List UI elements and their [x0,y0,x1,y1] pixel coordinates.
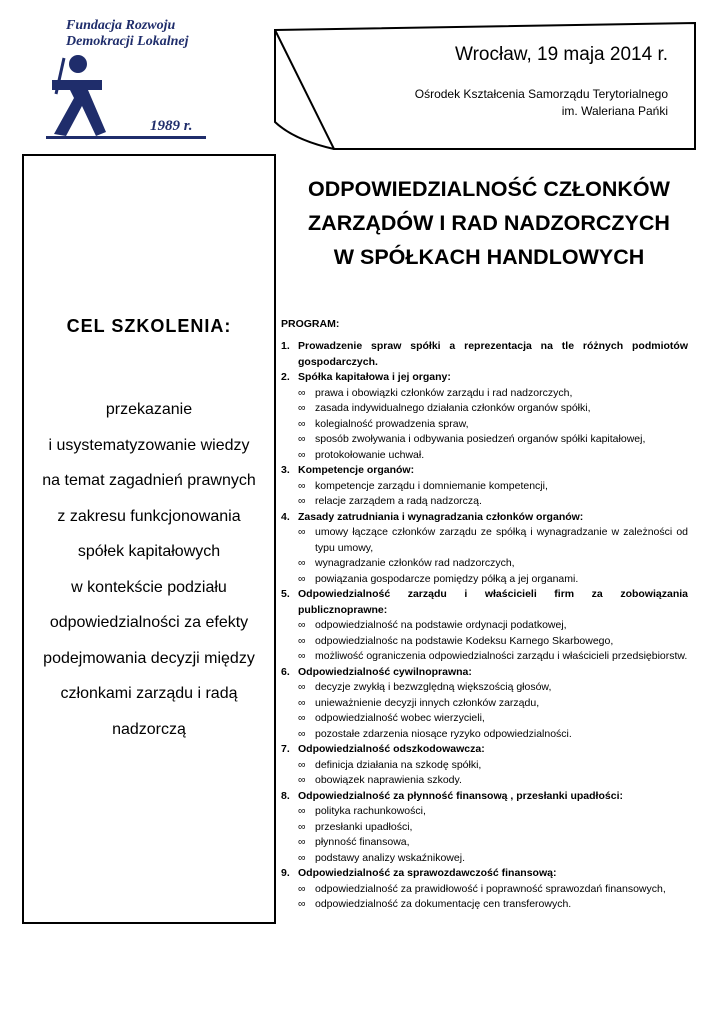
infinity-bullet-icon: ∞ [298,448,306,461]
program-section-heading [281,339,688,370]
infinity-bullet-icon: ∞ [298,851,306,864]
training-goal-line: przekazanie [105,401,193,418]
title-line2: ZARZĄDÓW I RAD NADZORCZYCH [308,211,670,235]
training-goal-line: odpowiedzialności za efekty [49,614,249,631]
program-section [281,866,688,913]
program-item-text: odpowiedzialność za prawidłowość i poprawność sprawozdań finansowych, [315,882,666,895]
infinity-bullet-icon: ∞ [298,619,306,631]
program-item [281,448,688,464]
program-item [281,804,688,820]
section-number: 9. [281,867,290,879]
program-item-text: płynność finansowa, [315,836,410,848]
program-item-text: sposób zwoływania i odbywania posiedzeń organów spółki kapitałowej, [315,433,646,445]
program-item [281,773,688,789]
program-item [281,758,688,774]
program-item-text: odpowiedzialnośc na podstawie Kodeksu Karnego Skarbowego, [315,634,614,647]
program-section-heading [281,463,688,479]
document-title [280,172,698,274]
section-title: Odpowiedzialność odszkodowawcza: [298,743,485,755]
program-section-heading [281,789,688,805]
training-goal-heading: CEL SZKOLENIA: [66,316,232,336]
program-item [281,401,688,417]
section-number: 8. [281,789,290,802]
document-date: Wrocław, 19 maja 2014 r. [455,44,668,65]
program-item [281,525,688,556]
program-section-heading [281,587,688,618]
program-item [281,432,688,448]
infinity-bullet-icon: ∞ [298,650,306,662]
program-section [281,339,688,370]
infinity-bullet-icon: ∞ [298,634,306,647]
program-section-heading [281,866,688,882]
program-item [281,386,688,402]
infinity-bullet-icon: ∞ [298,712,306,724]
program-item-text: wynagradzanie członków rad nadzorczych, [315,557,515,569]
infinity-bullet-icon: ∞ [298,479,306,492]
section-title: Odpowiedzialność za płynność finansową , przesłanki upadłości: [298,789,623,802]
program-item-text: odpowiedzialność wobec wierzycieli, [315,712,485,724]
foundation-logo [46,14,256,144]
training-goal-line: z zakresu funkcjonowania [57,507,241,525]
section-title: Spółka kapitałowa i jej organy: [298,371,451,383]
program-item [281,820,688,836]
logo-org-name [66,18,189,50]
infinity-bullet-icon: ∞ [298,557,306,569]
infinity-bullet-icon: ∞ [298,681,306,693]
organizer-line1: Ośrodek Kształcenia Samorządu Terytorialnego [414,87,668,101]
infinity-bullet-icon: ∞ [298,417,306,430]
section-title: Kompetencje organów: [298,464,415,476]
program-section [281,587,688,665]
training-goal-line: spółek kapitałowych [77,543,221,560]
program-item [281,649,688,665]
program-section-heading [281,510,688,526]
infinity-bullet-icon: ∞ [298,386,306,399]
program-section [281,665,688,743]
organizer-line2: im. Waleriana Pańki [561,104,668,118]
training-goal-line: podejmowania decyzji między [43,649,255,667]
program-sections [281,339,688,913]
program-item [281,618,688,634]
infinity-bullet-icon: ∞ [298,836,306,848]
infinity-bullet-icon: ∞ [298,495,306,507]
training-goal-line: członkami zarządu i radą [60,685,238,702]
training-goal-text [24,392,274,747]
program-item [281,680,688,696]
section-title: Zasady zatrudniania i wynagradzania członków organów: [298,510,584,523]
program-item-text: polityka rachunkowości, [315,805,426,817]
program-item-text: prawa i obowiązki członków zarządu i rad nadzorczych, [315,386,573,399]
program-item [281,711,688,727]
program-item-text: odpowiedzialność za dokumentację cen transferowych. [315,898,572,910]
program-item [281,494,688,510]
infinity-bullet-icon: ∞ [298,898,306,910]
section-number: 6. [281,665,290,678]
program-section [281,463,688,510]
program-section-heading [281,742,688,758]
program-item-text: kolegialność prowadzenia spraw, [315,417,469,430]
program-item [281,417,688,433]
infinity-bullet-icon: ∞ [298,882,306,895]
program-section-heading [281,665,688,681]
program-item [281,882,688,898]
training-goal-line: na temat zagadnień prawnych [42,472,256,489]
logo-underline [46,136,206,139]
program-item-text: umowy łączące członków zarządu ze spółką i wynagradzanie w zależności od typu umowy, [315,526,688,554]
program-item-text: unieważnienie decyzji innych członków zarządu, [315,696,540,709]
infinity-bullet-icon: ∞ [298,727,306,740]
logo-year: 1989 r. [150,118,193,134]
program-item [281,634,688,650]
section-number: 1. [281,340,290,352]
training-goal-line: nadzorczą [112,720,186,738]
program-section [281,370,688,463]
program-item [281,479,688,495]
section-number: 5. [281,588,290,600]
runner-figure-icon [50,54,120,144]
infinity-bullet-icon: ∞ [298,774,306,786]
program-section-heading [281,370,688,386]
program [281,318,688,913]
program-item [281,851,688,867]
infinity-bullet-icon: ∞ [298,572,306,585]
program-item [281,727,688,743]
section-title: Odpowiedzialność zarządu i właścicieli firm za zobowiązania publicznoprawne: [298,588,688,616]
program-item-text: relacje zarządem a radą nadzorczą. [315,495,482,507]
section-number: 2. [281,371,290,383]
section-title: Odpowiedzialność za sprawozdawczość finansową: [298,867,557,879]
infinity-bullet-icon: ∞ [298,433,306,445]
program-item-text: obowiązek naprawienia szkody. [315,774,462,786]
infinity-bullet-icon: ∞ [298,805,306,817]
program-item-text: możliwość ograniczenia odpowiedzialności zarządu i właścicieli przedsiębiorstw. [315,650,688,662]
infinity-bullet-icon: ∞ [298,820,306,833]
program-item-text: podstawy analizy wskaźnikowej. [315,851,465,864]
section-title: Prowadzenie spraw spółki a reprezentacja na tle różnych podmiotów gospodarczych. [298,340,688,368]
program-label: PROGRAM: [281,318,340,330]
infinity-bullet-icon: ∞ [298,758,306,771]
program-item [281,897,688,913]
program-item-text: przesłanki upadłości, [315,820,413,833]
section-number: 4. [281,510,290,523]
section-number: 3. [281,464,290,476]
program-section [281,742,688,789]
header-box [274,22,696,150]
program-item-text: decyzje zwykłą i bezwzględną większością głosów, [315,681,552,693]
program-section [281,789,688,867]
organizer [415,86,668,120]
training-goal-line: i usystematyzowanie wiedzy [48,436,250,454]
title-line1: ODPOWIEDZIALNOŚĆ CZŁONKÓW [308,177,670,201]
section-number: 7. [281,743,290,755]
infinity-bullet-icon: ∞ [298,402,306,414]
program-item-text: powiązania gospodarcze pomiędzy półką a jej organami. [315,572,579,585]
program-item-text: pozostałe zdarzenia niosące ryzyko odpowiedzialności. [315,727,572,740]
infinity-bullet-icon: ∞ [298,696,306,709]
program-item-text: odpowiedzialność na podstawie ordynacji podatkowej, [315,619,567,631]
program-item [281,696,688,712]
section-title: Odpowiedzialność cywilnoprawna: [298,665,472,678]
infinity-bullet-icon: ∞ [298,526,306,538]
training-goal-line: w kontekście podziału [71,578,227,596]
title-line3: W SPÓŁKACH HANDLOWYCH [333,245,645,269]
program-item-text: definicja działania na szkodę spółki, [315,758,482,771]
program-item [281,556,688,572]
logo-org-line2: Demokracji Lokalnej [66,34,189,49]
program-section [281,510,688,588]
program-item-text: zasada indywidualnego działania członków organów spółki, [315,402,591,414]
training-goal-box [22,154,276,924]
program-item-text: protokołowanie uchwał. [315,448,425,461]
program-item [281,835,688,851]
program-item-text: kompetencje zarządu i domniemanie kompetencji, [315,479,548,492]
program-item [281,572,688,588]
logo-org-line1: Fundacja Rozwoju [66,18,176,33]
